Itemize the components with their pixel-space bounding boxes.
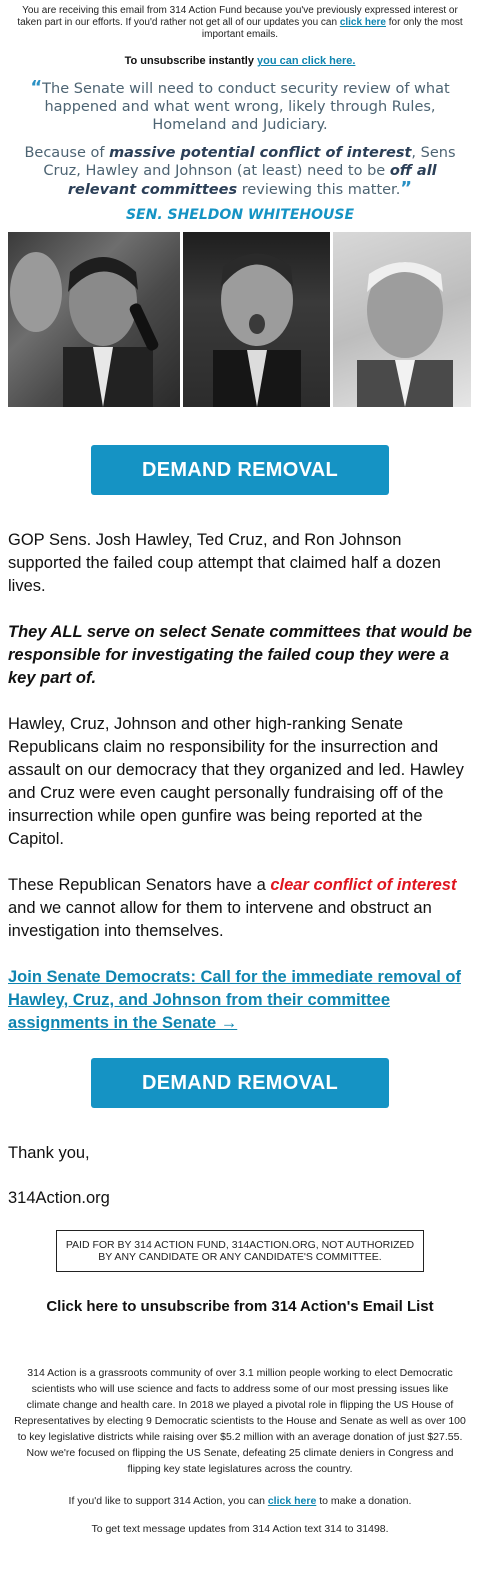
quote-text-2c: , Sens Cruz, Hawley and Johnson (at least) need to be <box>43 145 456 179</box>
body-paragraph-3: Hawley, Cruz, Johnson and other high-ranking Senate Republicans claim no responsibility for the insurrection and assault on our democracy that they organized and led. Hawley and Cruz were even caught personally fundraising off of the insurrection while open gunfire was being reported at the Capitol. <box>8 715 464 848</box>
subscription-notice <box>8 5 472 41</box>
quote-paragraph-2 <box>12 144 468 199</box>
body-paragraph-4a: These Republican Senators have a <box>8 876 271 894</box>
signoff-thanks: Thank you, <box>8 1144 90 1162</box>
notice-text-after: for only the most important emails. <box>201 17 463 40</box>
quote-attribution: SEN. SHELDON WHITEHOUSE <box>125 207 355 223</box>
body-paragraph-1: GOP Sens. Josh Hawley, Ted Cruz, and Ron Johnson supported the failed coup attempt that claimed half a dozen lives. <box>8 531 441 595</box>
notice-click-here-link[interactable]: click here <box>339 17 386 28</box>
senator-photo-3 <box>333 232 471 407</box>
senator-photo-2 <box>183 232 330 407</box>
cta-row-2 <box>8 1058 472 1108</box>
quote-emphasis-conflict: massive potential conflict of interest <box>109 145 412 161</box>
signoff-org: 314Action.org <box>8 1189 110 1207</box>
quote-text-2a: Because of <box>24 145 110 161</box>
unsubscribe-instant <box>8 55 472 67</box>
demand-removal-button[interactable]: DEMAND REMOVAL <box>91 445 389 495</box>
paid-for-disclaimer: PAID FOR BY 314 ACTION FUND, 314ACTION.ORG, NOT AUTHORIZED BY ANY CANDIDATE OR ANY CANDIDATE'S COMMITTEE. <box>56 1230 424 1272</box>
message-body <box>8 529 472 1035</box>
quote-text-1: The Senate will need to conduct security review of what happened and what went wrong, likely through Rules, Homeland and Judiciary. <box>42 81 450 133</box>
conflict-of-interest-highlight: clear conflict of interest <box>270 876 457 894</box>
text-updates-line: To get text message updates from 314 Action text 314 to 31498. <box>91 1523 389 1535</box>
about-314-action: 314 Action is a grassroots community of over 3.1 million people working to elect Democratic scientists who will use science and facts to address some of our most pressing issues like climate change and health care. In 2018 we played a pivotal role in flipping the US House of Representatives by electing 9 Democratic scientists to the House and Senate as well as over 100 to key legislative districts while raising over $5.2 million with an average donation of just $27.55. Now we're focused on flipping the US Senate, defeating 25 climate deniers in Congress and flipping key state legislatures across the country. <box>14 1367 466 1475</box>
unsubscribe-instant-text: To unsubscribe instantly <box>124 55 257 67</box>
senator-photo-2-image <box>183 232 330 407</box>
body-link-paragraph <box>8 966 472 1035</box>
demand-removal-button-2[interactable]: DEMAND REMOVAL <box>91 1058 389 1108</box>
unsubscribe-instant-link[interactable]: you can click here. <box>257 55 356 67</box>
join-senate-democrats-link[interactable]: Join Senate Democrats: Call for the immediate removal of Hawley, Cruz, and Johnson from their committee assignments in the Senate → <box>8 968 461 1032</box>
cta-row-1 <box>8 445 472 495</box>
body-paragraph-2: They ALL serve on select Senate committees that would be responsible for investigating the failed coup they were a key part of. <box>8 623 472 687</box>
senator-photo-1 <box>8 232 180 407</box>
support-text-after: to make a donation. <box>316 1495 412 1507</box>
donation-click-here-link[interactable]: click here <box>267 1495 317 1507</box>
quote-paragraph-1 <box>12 79 468 134</box>
support-text-before: If you'd like to support 314 Action, you can <box>68 1495 268 1507</box>
senator-photo-1-image <box>8 232 180 407</box>
quote-emphasis-committees: off all relevant committees <box>67 163 437 198</box>
senators-photo-strip <box>8 232 472 407</box>
body-paragraph-4c: and we cannot allow for them to intervene and obstruct an investigation into themselves. <box>8 899 432 940</box>
quote-text-2e: reviewing this matter. <box>237 182 401 198</box>
email-body <box>8 5 472 1535</box>
close-quote-mark: ” <box>400 178 413 199</box>
body-paragraph-4 <box>8 874 472 943</box>
support-line <box>8 1495 472 1507</box>
notice-text-before: You are receiving this email from 314 Action Fund because you've previously expressed interest or taken part in our efforts. If you'd rather not get all of our updates you can <box>17 5 458 28</box>
open-quote-mark: “ <box>30 77 43 98</box>
unsubscribe-list-link[interactable]: Click here to unsubscribe from 314 Action's Email List <box>46 1298 434 1315</box>
senator-photo-3-image <box>333 232 471 407</box>
quote-block <box>8 79 472 199</box>
